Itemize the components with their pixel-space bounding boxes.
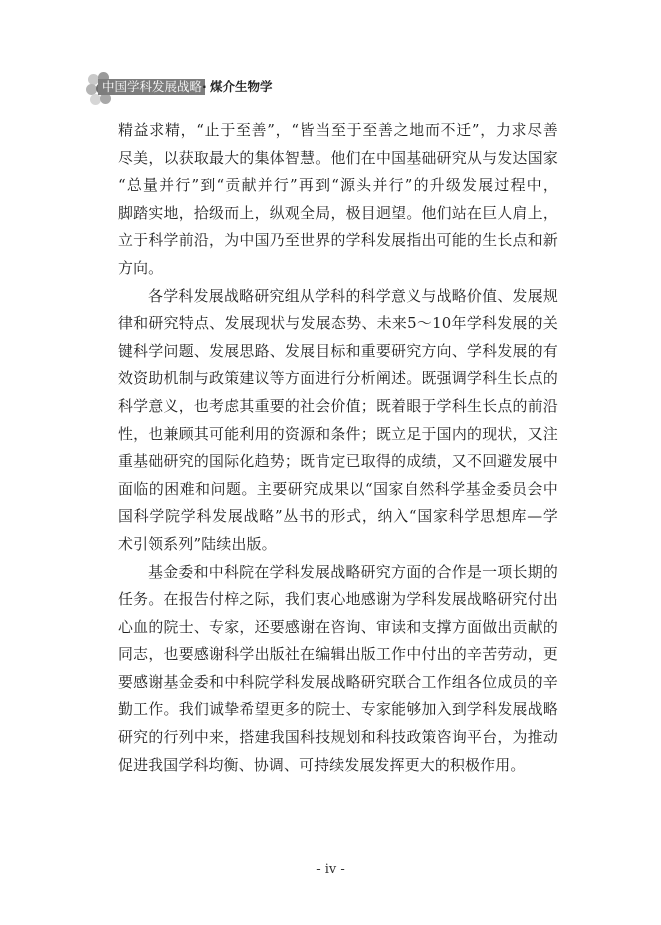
text-line: 面临的困难和问题。主要研究成果以“国家自然科学基金委员会中 (118, 479, 558, 498)
text-line: 同志，也要感谢科学出版社在编辑出版工作中付出的辛苦劳动，更 (118, 645, 558, 664)
text-line: “总量并行”到“贡献并行”再到“源头并行”的升级发展过程中， (118, 176, 558, 195)
text-line: 精益求精，“止于至善”，“皆当至于至善之地而不迁”，力求尽善 (118, 121, 558, 139)
page-number: - iv - (316, 862, 345, 877)
running-header (86, 72, 566, 106)
text-line: 研究的行列中来，搭建我国科技规划和科技政策咨询平台，为推动 (118, 728, 558, 747)
text-line: 方向。 (118, 258, 164, 277)
text-line: 律和研究特点、发展现状与发展态势、未来5～10年学科发展的关 (118, 314, 558, 333)
text-line: 效资助机制与政策建议等方面进行分析阐述。既强调学科生长点的 (118, 369, 558, 388)
paragraph-3 (118, 559, 558, 780)
book-subject: 煤介生物学 (210, 79, 273, 94)
text-line: 重基础研究的国际化趋势；既肯定已取得的成绩，又不回避发展中 (118, 452, 558, 471)
text-line: 基金委和中科院在学科发展战略研究方面的合作是一项长期的 (148, 562, 558, 581)
paragraph-1 (118, 117, 558, 283)
text-line: 脚踏实地，拾级而上，纵观全局，极目迥望。他们站在巨人肩上， (118, 203, 558, 222)
text-line: 任务。在报告付梓之际，我们衷心地感谢为学科发展战略研究付出 (118, 590, 558, 609)
text-line: 各学科发展战略研究组从学科的科学意义与战略价值、发展规 (148, 286, 558, 305)
text-line: 术引领系列”陆续出版。 (118, 534, 277, 553)
text-line: 立于科学前沿，为中国乃至世界的学科发展指出可能的生长点和新 (118, 231, 558, 250)
text-line: 要感谢基金委和中科院学科发展战略研究联合工作组各位成员的辛 (118, 672, 558, 691)
text-line: 键科学问题、发展思路、发展目标和重要研究方向、学科发展的有 (118, 341, 558, 360)
text-line: 尽美，以获取最大的集体智慧。他们在中国基础研究从与发达国家 (118, 148, 558, 167)
text-line: 勤工作。我们诚挚希望更多的院士、专家能够加入到学科发展战略 (118, 700, 558, 719)
paragraph-2 (118, 283, 558, 559)
header-separator: · (202, 79, 207, 94)
text-line: 性，也兼顾其可能利用的资源和条件；既立足于国内的现状，又注 (118, 424, 558, 443)
body-text (118, 117, 558, 779)
text-line: 心血的院士、专家，还要感谢在咨询、审读和支撑方面做出贡献的 (118, 617, 558, 636)
text-line: 国科学院学科发展战略”丛书的形式，纳入“国家科学思想库—学 (118, 507, 558, 526)
text-line: 科学意义，也考虑其重要的社会价值；既着眼于学科生长点的前沿 (118, 396, 558, 415)
text-line: 促进我国学科均衡、协调、可持续发展发挥更大的积极作用。 (118, 755, 526, 774)
series-title: 中国学科发展战略 (98, 79, 205, 95)
